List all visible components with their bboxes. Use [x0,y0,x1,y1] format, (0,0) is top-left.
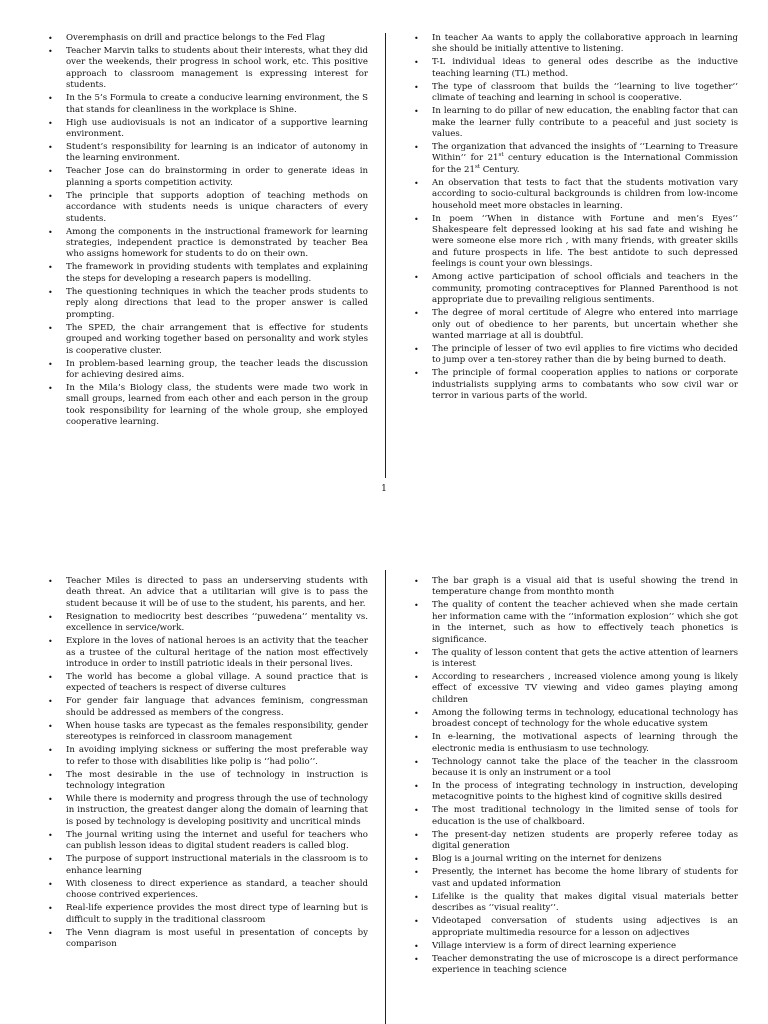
list-item: • Explore in the loves of national heroes is an activity that the teacher as a trustee of the cultural heritage of the nation most effectively introduce in order to instill patriotic ideals in their personal lives. [48,636,368,670]
list-item: • Overemphasis on drill and practice belongs to the Fed Flag [48,33,368,44]
list-item: • Teacher Marvin talks to students about their interests, what they did over the weekends, their progress in school work, etc. This positive approach to classroom management is expressing interest for students. [48,46,368,92]
list-item: • The type of classroom that builds the ‘’learning to live together’’ climate of teaching and learning in school is cooperative. [414,82,738,105]
bullet-list [414,576,738,976]
list-item: • Among active participation of school officials and teachers in the community, promoting contraceptives for Planned Parenthood is not appropriate due to prevailing religious sentiments. [414,272,738,306]
list-item: • While there is modernity and progress through the use of technology in instruction, the greatest danger along the domain of learning that is posed by technology is developing positivity and uncritical minds [48,794,368,828]
list-item: • Teacher Miles is directed to pass an underserving students with death threat. An advice that a utilitarian will give is to pass the student because it will be of use to the student, his parents, and her. [48,576,368,610]
list-item: • An observation that tests to fact that the students motivation vary according to socio-cultural backgrounds is children from low-income household meet more obstacles in learning. [414,178,738,212]
list-item: • Presently, the internet has become the home library of students for vast and updated information [414,867,738,890]
list-item: • Blog is a journal writing on the internet for denizens [414,854,738,865]
list-item: • In the process of integrating technology in instruction, developing metacognitive points to the highest kind of cognitive skills desired [414,781,738,804]
list-item: • Village interview is a form of direct learning experience [414,941,738,952]
list-item: • With closeness to direct experience as standard, a teacher should choose contrived experiences. [48,879,368,902]
list-item: • The present-day netizen students are properly referee today as digital generation [414,830,738,853]
left-column [48,33,368,430]
list-item: • High use audiovisuals is not an indicator of a supportive learning environment. [48,118,368,141]
list-item: • The organization that advanced the insights of ‘’Learning to Treasure Within’’ for 21st century education is the International Commission for the 21st Century. [414,142,738,176]
list-item: • The most desirable in the use of technology in instruction is technology integration [48,770,368,793]
list-item: • Teacher Jose can do brainstorming in order to generate ideas in planning a sports competition activity. [48,166,368,189]
list-item: • The principle of formal cooperation applies to nations or corporate industrialists supplying arms to combatants who sow civil war or terror in various parts of the world. [414,368,738,402]
list-item: • Among the components in the instructional framework for learning strategies, independent practice is demonstrated by teacher Bea who assigns homework for students to do on their own. [48,227,368,261]
list-item: • Technology cannot take the place of the teacher in the classroom because it is only an instrument or a tool [414,757,738,780]
list-item: • The framework in providing students with templates and explaining the steps for developing a research papers is modelling. [48,262,368,285]
list-item: • Lifelike is the quality that makes digital visual materials better describes as ‘’visual reality’’. [414,892,738,915]
list-item: • Teacher demonstrating the use of microscope is a direct performance experience in teaching science [414,954,738,977]
list-item: • The quality of lesson content that gets the active attention of learners is interest [414,648,738,671]
list-item: • The Venn diagram is most useful in presentation of concepts by comparison [48,928,368,951]
left-column [48,576,368,952]
list-item: • Student’s responsibility for learning is an indicator of autonomy in the learning environment. [48,142,368,165]
right-column [414,576,738,978]
list-item: • The journal writing using the internet and useful for teachers who can publish lesson ideas to digital student readers is called blog. [48,830,368,853]
list-item: • In the 5’s Formula to create a conducive learning environment, the S that stands for cleanliness in the workplace is Shine. [48,93,368,116]
list-item: • Resignation to mediocrity best describes ‘’puwedena’’ mentality vs. excellence in service/work. [48,612,368,635]
list-item: • In avoiding implying sickness or suffering the most preferable way to refer to those with disabilities like polip is ‘’had polio’’. [48,745,368,768]
page-number: 1 [381,484,387,494]
list-item: • In learning to do pillar of new education, the enabling factor that can make the learner fully contribute to a peaceful and just society is values. [414,106,738,140]
list-item: • T-L individual ideas to general odes describe as the inductive teaching learning (TL) method. [414,57,738,80]
bullet-list [48,576,368,950]
list-item: • The world has become a global village. A sound practice that is expected of teachers is respect of diverse cultures [48,672,368,695]
list-item: • The principle of lesser of two evil applies to fire victims who decided to jump over a ten-storey rather than die by being burned to death. [414,344,738,367]
list-item: • The purpose of support instructional materials in the classroom is to enhance learning [48,854,368,877]
list-item: • The degree of moral certitude of Alegre who entered into marriage only out of obedience to her parents, but uncertain whether she wanted marriage at all is doubtful. [414,308,738,342]
list-item: • The bar graph is a visual aid that is useful showing the trend in temperature change from monthto month [414,576,738,599]
list-item: • Among the following terms in technology, educational technology has broadest concept of technology for the whole educative system [414,708,738,731]
bullet-list [48,33,368,429]
right-column [414,33,738,404]
list-item: • In e-learning, the motivational aspects of learning through the electronic media is enthusiasm to use technology. [414,732,738,755]
list-item: • The quality of content the teacher achieved when she made certain her information came with the ‘’information explosion’’ which she got in the internet, such as how to effectively teach phonetics is significance. [414,600,738,646]
list-item: • The most traditional technology in the limited sense of tools for education is the use of chalkboard. [414,805,738,828]
list-item: • Real-life experience provides the most direct type of learning but is difficult to supply in the traditional classroom [48,903,368,926]
list-item: • According to researchers , increased violence among young is likely effect of excessive TV viewing and video games playing among children [414,672,738,706]
document-page-2 [0,560,768,1024]
list-item: • Videotaped conversation of students using adjectives is an appropriate multimedia resource for a lesson on adjectives [414,916,738,939]
list-item: • In problem-based learning group, the teacher leads the discussion for achieving desired aims. [48,359,368,382]
column-divider [385,33,386,478]
list-item: • The SPED, the chair arrangement that is effective for students grouped and working together based on personality and work styles is cooperative cluster. [48,323,368,357]
list-item: • In teacher Aa wants to apply the collaborative approach in learning she should be initially attentive to listening. [414,33,738,56]
list-item: • For gender fair language that advances feminism, congressman should be addressed as members of the congress. [48,696,368,719]
list-item: • When house tasks are typecast as the females responsibility, gender stereotypes is reinforced in classroom management [48,721,368,744]
list-item: • The questioning techniques in which the teacher prods students to reply along directions that lead to the proper answer is called prompting. [48,287,368,321]
list-item: • In the Mila’s Biology class, the students were made two work in small groups, learned from each other and each person in the group took responsibility for learning of the whole group, she employed cooperative learning. [48,383,368,429]
column-divider [385,570,386,1024]
bullet-list [414,33,738,403]
list-item: • The principle that supports adoption of teaching methods on accordance with students needs is unique characters of every students. [48,191,368,225]
list-item: • In poem ‘’When in distance with Fortune and men’s Eyes’’ Shakespeare felt depressed looking at his sad fate and wishing he were someone else more rich , with many friends, with greater skills and future prospects in life. The best antidote to such depressed feelings is count your own blessings. [414,214,738,271]
